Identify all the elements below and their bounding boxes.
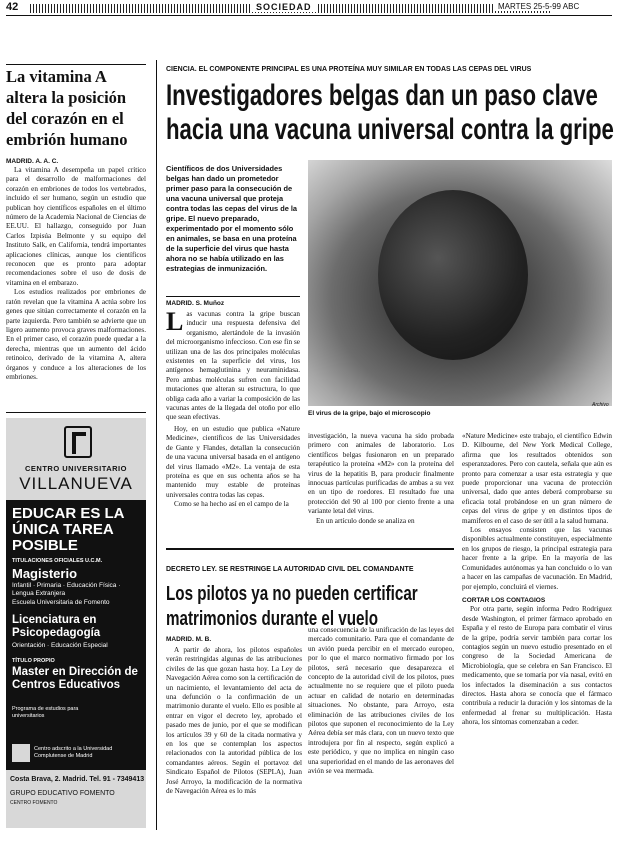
main-headline-line2: hacia una vacuna universal contra la gripe [166,113,614,146]
second-kicker: DECRETO LEY. SE RESTRINGE LA AUTORIDAD CIVIL DEL COMANDANTE [166,566,414,573]
section-label: SOCIEDAD [250,2,318,12]
main-col1-text: as vacunas contra la gripe buscan inducir una respuesta defensiva del organismo, alertándole de la invasión del microorganismo infeccioso. Con ese fin se utilizan una de las dos principales moléculas existentes en la superficie del virus, los antígenos hemaglutinina y neuraminidasa. Pero ambas moléculas sufren con facilidad mutaciones que alteran su estructura, lo que obliga cada año a variar la composición de las vacunas antes de la llegada del otoño por ello que sean efectivas. [166,310,300,422]
main-col3-paragraph: Los ensayos consisten que las vacunas disponibles actualmente constituyen, especialmente en los grupos de riesgo, la principal estrategia para hacer frente a la gripe. En la mayoría de las Comunidades autónomas ya han concluido o lo van a hacer en las campañas de vacunación. En Madrid, por ejemplo, concluirá el viernes. [462,526,612,591]
second-col2-text: una consecuencia de la unificación de las leyes del mercado comunitario. Para que el comandante de un avión pueda percibir en el mercado europeo, por lo que el marco normativo firmado por los pilotos, será necesario que desaparezca el concepto de la autoridad civil de los pilotos, pues actualmente no se requiere que el piloto pueda actuar en calidad de notario en determinadas situaciones. No obstante, para Arroyo, esta eliminación de las atribuciones civiles de los pilotos que suponen el reconocimiento de la Ley Aérea debía ser más clara, con un nuevo texto que introdujera por fin al respecto, según explicó a este periódico, y que no implica en ningún caso una superioridad en el mando de las aeronaves del avión se vea mermada. [308,626,454,776]
second-col1 [166,646,302,834]
ad-program-magisterio: Magisterio [12,566,78,581]
main-col2-text: investigación, la nueva vacuna ha sido probada primero con animales de laboratorio. Los científicos belgas fusionaron en un preparado terapéutico la proteína «M2» con la proteína del virus de la hepatitis B, para producir finalmente innocuas partículas purificadas de ambas a su vez en un tipo de roedores. El resultado fue una protección del 90 al 100 por ciento frente a una variante letal del virus. [308,432,454,516]
main-col3-paragraph: Por otra parte, según informa Pedro Rodríguez desde Washington, el primer fármaco aprobado en España y el resto de Europa para combatir el virus de la gripe, podría servir también para cortar los contagios según un nuevo estudio presentado en el congreso de la Sociedad Americana de Microbiología, que se celebra en San Francisco. El medicamento, que se tomaría por vía nasal, evitó en los infectados la diseminación a sus contactos directos. Hasta ahora se conocía que el fármaco contribuía a reducir la duración y los síntomas de la enfermedad al frenar su multiplicación. Hasta ahora, los síntomas comenzaban a ceder. [462,605,612,727]
ad-villanueva[interactable] [6,418,146,828]
main-kicker: CIENCIA. EL COMPONENTE PRINCIPAL ES UNA PROTEÍNA MUY SIMILAR EN TODAS LAS CEPAS DEL VIRUS [166,66,532,73]
photo-credit: Archivo [592,402,609,408]
ad-brand-top: CENTRO UNIVERSITARIO [25,464,127,473]
ad-program-magisterio-sub: Infantil · Primaria · Educación Física · Lengua Extranjera [12,582,121,597]
ad-small-note: Programa de estudios para universitarios [12,706,79,719]
main-lead: Científicos de dos Universidades belgas han dado un prometedor primer paso para la consecución de una vacuna universal que proteja contra todas las cepas del virus de la gripe. El nuevo preparado, experimentado por el momento sólo en animales, se basa en una proteína de la superficie del virus que hasta ahora no se había utilizado en las estrategias de inmunización. [166,164,298,273]
ad-program-psicopedagogia: Licenciatura en Psicopedagogía [12,614,101,639]
virus-particle [378,190,528,360]
ad-group-sub: CENTRO FOMENTO [10,800,58,806]
ad-address: Costa Brava, 2. Madrid. Tel. 91 - 7349413 [10,776,145,783]
main-col2-paragraph: En un artículo donde se analiza en [316,516,415,525]
page-number: 42 [6,1,19,13]
main-byline: MADRID. S. Muñoz [166,300,225,307]
second-byline: MADRID. M. B. [166,636,212,643]
left-story-byline: MADRID. A. A. C. [6,158,59,165]
ad-logo-icon [64,426,92,458]
main-dropcap: L [166,310,184,336]
ad-program-psicopedagogia-sub: Orientación · Educación Especial [12,642,108,649]
left-story-paragraph: La vitamina A desempeña un papel crítico para el desarrollo de malformaciones del corazón en embriones de todos los vertebrados, incluido el ser humano, según un estudio que publican hoy científicos españoles en el último número de la Academia Nacional de Ciencias de EE.UU. El hallazgo, conseguido por Juan Carlos Izpisúa Belmonte y su equipo del Instituto Salk, en California, tendrá importantes aplicaciones clínicas, aunque los científicos reconocen que es pronto para adoptar recomendaciones sobre el uso de dosis de vitamina en el embarazo. [6,166,146,287]
main-col1-paragraph: Como se ha hecho así en el campo de la [174,500,289,509]
ad-program-magisterio-note: Escuela Universitaria de Fomento [12,599,110,606]
left-story-paragraph: Los estudios realizados por embriones de ratón revelan que la vitamina A actúa sobre los genes que sitúan correctamente el corazón en la parte izquierda. Pero también se advierte que un ligero aumento provoca graves malformaciones. En el primer caso, el corazón puede quedar a la derecha, mientras que un aumento del ácido retinoico, derivado de la vitamina A, altera órganos y conduce a los alteraciones de los embriones. [6,288,146,381]
ad-slogan: EDUCAR ES LA ÚNICA TAREA POSIBLE [12,505,124,554]
second-col2 [308,626,454,834]
left-story-body [6,166,146,410]
left-story-headline: La vitamina A altera la posición del corazón en el embrión humano [6,67,128,149]
ad-label-ucm: TITULACIONES OFICIALES U.C.M. [12,558,103,564]
ad-group: GRUPO EDUCATIVO FOMENTO [10,790,115,797]
virus-photo [308,160,612,406]
ad-attached: Centro adscrito a la Universidad Complutense de Madrid [34,746,113,759]
date-source: MARTES 25-5-99 ABC [495,2,582,11]
ad-footer [6,770,146,828]
ad-ucm-seal-icon [12,744,30,762]
main-col1 [166,310,300,540]
second-headline: Los pilotos ya no pueden certificar matrimonios durante el vuelo [166,583,418,630]
ad-brand-name: VILLANUEVA [19,474,133,493]
main-col3 [462,432,612,834]
photo-caption: El virus de la gripe, bajo el microscopio [308,410,431,417]
second-col1-text: A partir de ahora, los pilotos españoles verán restringidas algunas de las atribuciones civiles de las que gozan hasta hoy. La Ley de Navegación Aérea como son la certificación de un nacimiento, el levantamiento del acta de una defunción o la confirmación de un matrimonio durante el vuelo. Ello es posible al entrar en vigor el decreto ley, aprobado el pasado mes de junio, por el que se modifican los artículos 39 y 60 de la citada normativa y en los que se contemplan los aspectos relacionados con la autoridad pública de los comandantes aéreos. Según el portavoz del Sindicato Español de Pilotos (SEPLA), Juan José Arroyo, la modificación de la normativa de Navegación Aérea es lo más [166,646,302,796]
ad-logo-panel [6,418,146,500]
main-col1-paragraph: Hoy, en un estudio que publica «Nature Medicine», científicos de las Universidades de Gante y Flandes, detallan la consecución de una vacuna universal basada en el antígeno del virus llamado «M2». La ventaja de esta proteína es que en sus ochenta años se ha mantenido muy estable de proteínas universales contra todas las cepas. [166,424,300,499]
main-subhead: CORTAR LOS CONTAGIOS [462,596,546,604]
main-col2 [308,432,454,544]
main-headline-line1: Investigadores belgas dan un paso clave [166,79,598,112]
main-col3-text: «Nature Medicine» este trabajo, el científico Edwin D. Kilbourne, del New York Medical College, afirma que los resultados obtenidos son esperanzadores. Pero con cautela, señala que aún es pronto para comenzar a usar esta estrategia y que puede proporcionar una vacuna de protección universal, dado que antes deberá comprobarse su eficacia total probándose en un gran número de cepas del virus de gripe y en distintos tipos de mamíferos en el caso de ser útil a la salud humana. [462,432,612,525]
ad-label-own: TÍTULO PROPIO [12,658,55,664]
ad-program-master: Master en Dirección de Centros Educativos [12,666,138,691]
